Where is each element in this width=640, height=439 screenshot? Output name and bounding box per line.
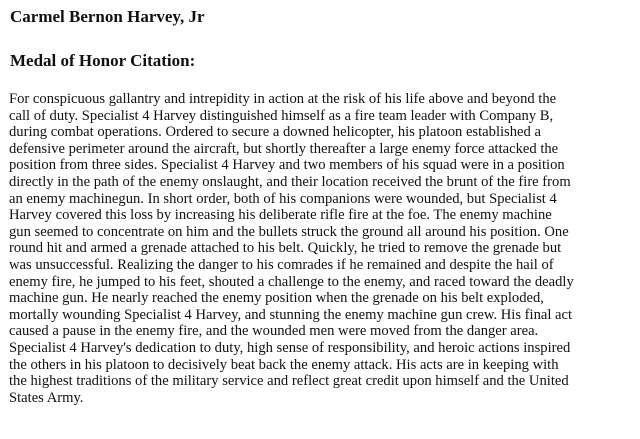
citation-line: machine gun. He nearly reached the enemy position when the grenade on his belt exploded,: [9, 290, 544, 307]
citation-text: [9, 91, 633, 406]
citation-line: during combat operations. Ordered to secure a downed helicopter, his platoon established a: [9, 124, 541, 141]
citation-line: caused a pause in the enemy fire, and the wounded men were moved from the danger area.: [9, 323, 539, 340]
citation-heading: Medal of Honor Citation:: [10, 51, 196, 70]
citation-line: an enemy machinegun. In short order, both of his companions were wounded, but Specialist 4: [9, 190, 557, 207]
citation-line: Specialist 4 Harvey's dedication to duty, high sense of responsibility, and heroic actions inspired: [9, 339, 571, 356]
recipient-name: Carmel Bernon Harvey, Jr: [10, 7, 205, 26]
citation-line: round hit and armed a grenade attached to his belt. Quickly, he tried to remove the grenade but: [9, 240, 562, 257]
citation-line: gun seemed to concentrate on him and the bullets struck the ground all around his position. One: [9, 223, 569, 240]
citation-line: States Army.: [9, 389, 84, 406]
citation-line: Harvey covered this loss by increasing his deliberate rifle fire at the foe. The enemy machine: [9, 207, 552, 224]
citation-line: position from three sides. Specialist 4 Harvey and two members of his squad were in a position: [9, 157, 565, 174]
citation-line: directly in the path of the enemy onslaught, and their location received the brunt of the fire from: [9, 173, 571, 190]
citation-line: enemy fire, he jumped to his feet, shouted a challenge to the enemy, and raced toward the deadly: [9, 273, 574, 290]
citation-line: defensive perimeter around the aircraft, but shortly thereafter a large enemy force attacked the: [9, 140, 559, 157]
citation-line: mortally wounding Specialist 4 Harvey, and stunning the enemy machine gun crew. His final act: [9, 306, 573, 323]
citation-line: call of duty. Specialist 4 Harvey distinguished himself as a fire team leader with Company B,: [9, 107, 554, 124]
citation-line: was unsuccessful. Realizing the danger to his comrades if he remained and despite the hail of: [9, 256, 554, 273]
citation-line: the highest traditions of the military service and reflect great credit upon himself and the United: [9, 373, 569, 390]
citation-line: For conspicuous gallantry and intrepidity in action at the risk of his life above and beyond the: [9, 91, 557, 107]
citation-line: the others in his platoon to decisively beat back the enemy attack. His acts are in keeping with: [9, 356, 559, 373]
